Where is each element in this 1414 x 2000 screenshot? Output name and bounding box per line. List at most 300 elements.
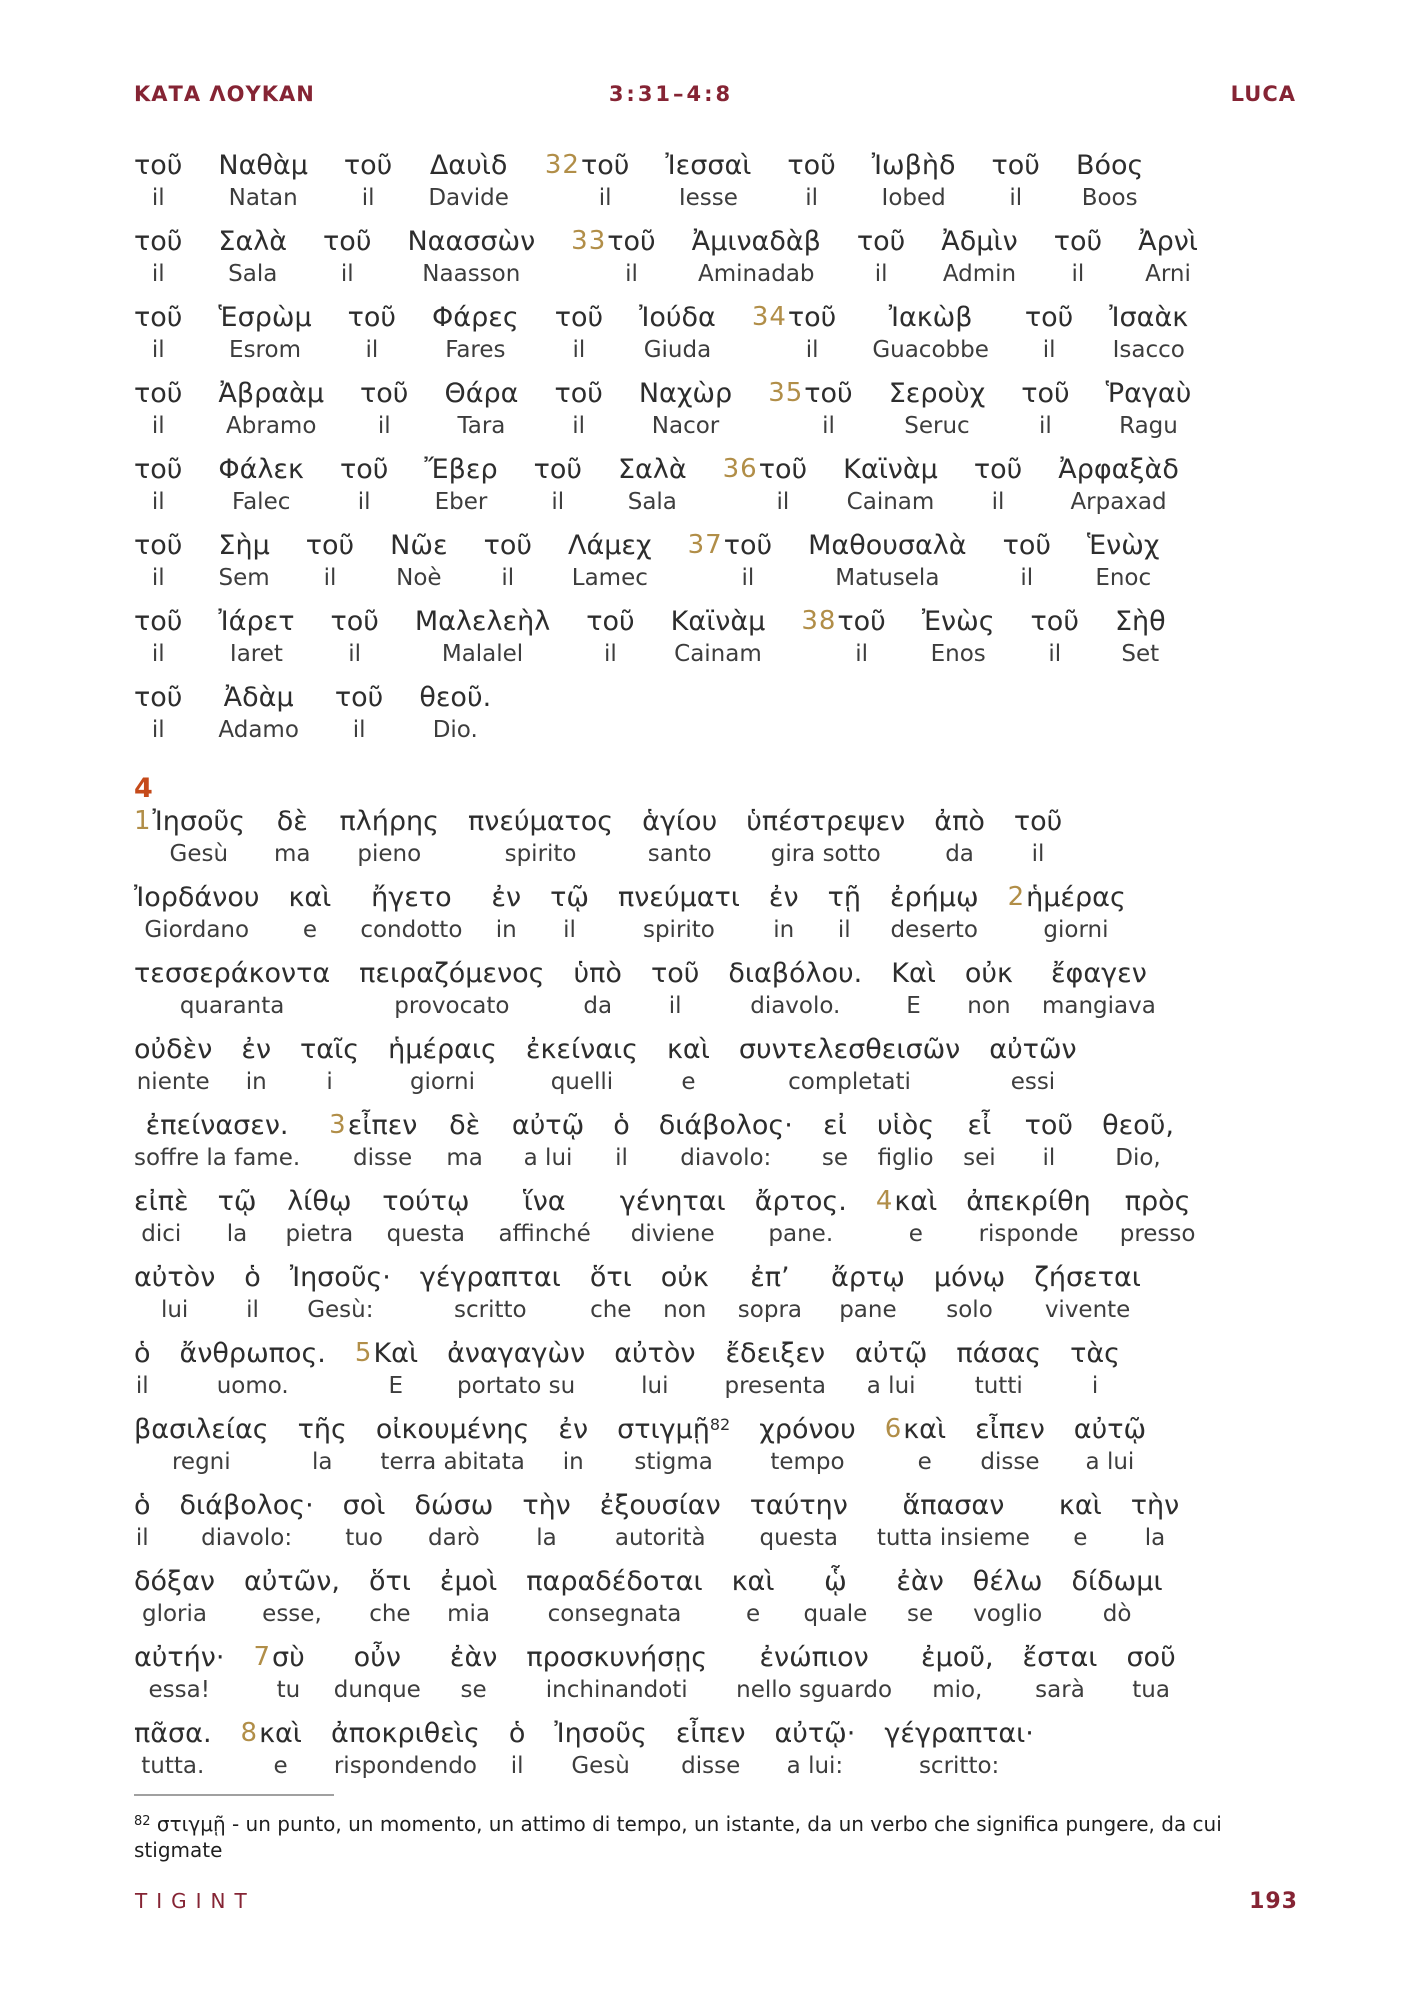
word-pair [614, 1338, 695, 1399]
greek-word: γένηται [619, 1186, 726, 1217]
word-pair [769, 882, 799, 943]
italian-gloss: quelli [550, 1069, 614, 1095]
word-pair [891, 958, 936, 1019]
word-pair [134, 454, 182, 515]
greek-word: τοῦ [1002, 530, 1051, 561]
word-pair [1008, 882, 1126, 943]
greek-word: Ἰωβὴδ [871, 150, 956, 181]
greek-word: Ἑνὼχ [1086, 530, 1160, 561]
greek-word: Σεροὺχ [888, 378, 986, 409]
italian-gloss: tempo [770, 1449, 845, 1475]
word-pair [828, 882, 861, 943]
word-pair [419, 682, 491, 743]
greek-word: τοῦ [758, 454, 808, 485]
italian-gloss: Giordano [144, 917, 250, 943]
interlinear-line [134, 302, 1300, 364]
greek-word: τοῦ [554, 378, 603, 409]
greek-word: τοῦ [134, 302, 183, 333]
italian-gloss: Guacobbe [872, 337, 989, 363]
word-pair [512, 1110, 584, 1171]
greek-word: ὁ [613, 1110, 630, 1141]
passage-range: 3:31–4:8 [608, 82, 734, 106]
italian-gloss: E [906, 993, 921, 1019]
word-pair [134, 1490, 151, 1551]
word-pair [134, 1110, 300, 1171]
greek-word: τοῦ [1021, 378, 1070, 409]
greek-word: τοῦ [330, 606, 379, 637]
greek-word: δόξαν [134, 1566, 215, 1597]
greek-word: αὐτήν· [134, 1642, 225, 1673]
greek-word: ὁ [134, 1490, 151, 1521]
word-pair [348, 302, 396, 363]
italian-gloss: il [246, 1297, 259, 1323]
word-pair [896, 1566, 943, 1627]
word-pair [134, 302, 182, 363]
word-pair [639, 302, 716, 363]
italian-gloss: Iaret [229, 641, 283, 667]
greek-word: τοῦ [134, 226, 183, 257]
word-pair [244, 1566, 340, 1627]
word-pair [323, 226, 371, 287]
italian-gloss: Nacor [651, 413, 720, 439]
italian-gloss: il [352, 717, 366, 743]
greek-word: δώσω [414, 1490, 494, 1521]
italian-gloss: deserto [890, 917, 978, 943]
word-pair [574, 958, 622, 1019]
italian-gloss: il [991, 489, 1005, 515]
word-pair [759, 1414, 855, 1475]
greek-word: Ἀδμὶν [941, 226, 1018, 257]
word-pair [134, 1414, 269, 1475]
greek-word: ἐνώπιον [759, 1642, 869, 1673]
word-pair [360, 882, 462, 943]
italian-gloss: il [377, 413, 391, 439]
word-pair [956, 1338, 1041, 1399]
greek-word: αὐτὸν [614, 1338, 696, 1369]
italian-gloss: a lui [523, 1145, 573, 1171]
greek-word: ᾧ [824, 1566, 847, 1597]
italian-gloss: e [917, 1449, 932, 1475]
word-pair [739, 1034, 960, 1095]
verse-number: 2 [1007, 882, 1026, 912]
italian-gloss: e [273, 1753, 288, 1779]
interlinear-line [134, 226, 1300, 288]
italian-gloss: santo [647, 841, 712, 867]
word-pair [963, 1110, 996, 1171]
greek-word: βασιλείας [134, 1414, 269, 1445]
italian-gloss: Eber [434, 489, 488, 515]
word-pair [300, 1034, 359, 1095]
word-pair [550, 882, 589, 943]
greek-word: τοῦ [1030, 606, 1079, 637]
italian-gloss: il [151, 565, 165, 591]
greek-word: εἶπεν [347, 1110, 418, 1141]
italian-gloss: a lui [866, 1373, 916, 1399]
word-pair [921, 1642, 994, 1703]
italian-gloss: il [855, 641, 868, 667]
italian-gloss: Cainam [846, 489, 935, 515]
word-pair [746, 806, 905, 867]
greek-word: ἀπεκρίθη [966, 1186, 1091, 1217]
greek-word: αὐτὸν [134, 1262, 216, 1293]
italian-gloss: Admin [942, 261, 1017, 287]
verse-number: 37 [687, 530, 723, 560]
italian-gloss: Gesù [571, 1753, 630, 1779]
word-pair [688, 530, 773, 591]
word-pair [554, 1718, 646, 1779]
word-pair [965, 958, 1013, 1019]
italian-gloss: Sala [627, 489, 677, 515]
greek-word: Φάλεκ [218, 454, 304, 485]
word-pair [218, 1186, 257, 1247]
verse-number: 1 [134, 806, 152, 836]
italian-gloss: e [745, 1601, 761, 1627]
italian-gloss: consegnata [547, 1601, 682, 1627]
italian-gloss: regni [171, 1449, 231, 1475]
word-pair [468, 806, 613, 867]
greek-word: Μαθουσαλὰ [808, 530, 967, 561]
word-pair [877, 1110, 934, 1171]
greek-word: ἐρήμῳ [889, 882, 979, 913]
word-pair [692, 226, 821, 287]
italian-gloss: provocato [394, 993, 510, 1019]
word-pair [180, 1338, 326, 1399]
word-pair [134, 226, 182, 287]
greek-word: Ἰορδάνου [134, 882, 260, 913]
word-pair [723, 454, 808, 515]
footnote [134, 1809, 1300, 1863]
italian-gloss: il [135, 1373, 149, 1399]
greek-word: τοῦ [347, 302, 397, 333]
greek-word: Ἰησοῦς· [289, 1262, 391, 1293]
footnote-separator [134, 1794, 334, 1796]
interlinear-line [134, 530, 1300, 592]
italian-gloss: il [151, 413, 165, 439]
greek-word: ζήσεται [1034, 1262, 1141, 1293]
word-pair [885, 1414, 946, 1475]
book-title-latin: LUCA [1230, 82, 1296, 106]
italian-gloss: diavolo: [680, 1145, 772, 1171]
greek-word: ἡμέραις [388, 1034, 497, 1065]
word-pair [218, 302, 311, 363]
greek-word: Ῥαγαὺ [1105, 378, 1192, 409]
greek-word: ἐν [768, 882, 799, 913]
word-pair [218, 682, 299, 743]
italian-gloss: Abramo [226, 413, 317, 439]
italian-gloss: il [822, 413, 835, 439]
greek-word: τοῦ [360, 378, 409, 409]
footnote-text: στιγμῇ - un punto, un momento, un attimo di tempo, un istante, da un verbo che significa pungere, da cui stigmate [134, 1812, 1222, 1862]
word-pair [855, 1338, 927, 1399]
greek-word: Ἀβραὰμ [218, 378, 325, 409]
italian-gloss: E [388, 1373, 404, 1399]
word-pair [738, 1262, 802, 1323]
greek-word: οἰκουμένης [375, 1414, 530, 1445]
greek-word: Ναθὰμ [218, 150, 308, 181]
interlinear-text [134, 150, 1300, 1863]
italian-gloss: sopra [737, 1297, 803, 1323]
italian-gloss: risponde [978, 1221, 1079, 1247]
italian-gloss: che [369, 1601, 411, 1627]
italian-gloss: Cainam [674, 641, 762, 667]
greek-word: οὖν [353, 1642, 401, 1673]
greek-word: ἀποκριθεὶς [330, 1718, 480, 1749]
word-pair [509, 1718, 526, 1779]
italian-gloss: esse, [262, 1601, 322, 1627]
word-pair [331, 1718, 480, 1779]
word-pair [340, 806, 439, 867]
greek-word: Νῶε [390, 530, 448, 561]
greek-word: Ἰησοῦς [554, 1718, 647, 1749]
greek-word: ἐκείναις [525, 1034, 638, 1065]
word-pair [843, 454, 938, 515]
greek-word: δίδωμι [1071, 1566, 1163, 1597]
greek-word: ἄρτος. [754, 1186, 847, 1217]
italian-gloss: e [1073, 1525, 1088, 1551]
italian-gloss: il [151, 641, 165, 667]
greek-word: πνεύματι [617, 882, 740, 913]
greek-word: ὅτι [368, 1566, 411, 1597]
italian-gloss: scritto [454, 1297, 527, 1323]
greek-word: εἶπεν [975, 1414, 1045, 1445]
word-pair [775, 1718, 856, 1779]
word-pair [1076, 150, 1143, 211]
greek-word: διάβολος· [179, 1490, 314, 1521]
word-pair [522, 1490, 570, 1551]
word-pair [1003, 530, 1051, 591]
italian-gloss: il [1031, 841, 1045, 867]
italian-gloss: Ragu [1119, 413, 1178, 439]
italian-gloss: Lamec [571, 565, 648, 591]
italian-gloss: Iobed [881, 185, 946, 211]
greek-word: Ἀρνὶ [1138, 226, 1198, 257]
word-pair [446, 1110, 483, 1171]
greek-word: ἔσται [1022, 1642, 1098, 1673]
italian-gloss: questa [386, 1221, 466, 1247]
greek-word: υἱὸς [877, 1110, 935, 1141]
greek-word: τοῦ [607, 226, 656, 257]
word-pair [752, 302, 837, 363]
greek-word: ἡμέρας [1026, 882, 1126, 913]
interlinear-line [134, 454, 1300, 516]
word-pair [736, 1642, 892, 1703]
greek-word: ἐμοῦ, [921, 1642, 994, 1673]
word-pair [750, 1490, 848, 1551]
word-pair [534, 454, 582, 515]
greek-word: ταῖς [300, 1034, 360, 1065]
word-pair [444, 378, 518, 439]
word-pair [1025, 1110, 1073, 1171]
greek-word: πᾶσα. [134, 1718, 212, 1749]
italian-gloss: se [906, 1601, 934, 1627]
italian-gloss: e [681, 1069, 696, 1095]
greek-word: παραδέδοται [526, 1566, 703, 1597]
italian-gloss: la [312, 1449, 333, 1475]
italian-gloss: il [151, 337, 165, 363]
greek-word: ἐὰν [896, 1566, 944, 1597]
greek-word: τοῦ [586, 606, 635, 637]
greek-word: ἐν [558, 1414, 589, 1445]
greek-word: τοῦ [580, 150, 630, 181]
italian-gloss: inchinandoti [545, 1677, 688, 1703]
greek-word: πρὸς [1124, 1186, 1191, 1217]
word-pair [822, 1110, 848, 1171]
word-pair [724, 1338, 826, 1399]
word-pair [244, 1262, 261, 1323]
greek-word: τοῦ [134, 682, 183, 713]
italian-gloss: il [805, 185, 818, 211]
italian-gloss: il [151, 185, 165, 211]
interlinear-line [134, 150, 1300, 212]
word-pair [134, 882, 259, 943]
word-pair [428, 150, 509, 211]
italian-gloss: uomo. [216, 1373, 289, 1399]
word-pair [415, 606, 550, 667]
word-pair [651, 958, 699, 1019]
verse-number: 34 [751, 302, 787, 332]
greek-word: ἐὰν [449, 1642, 498, 1673]
greek-word: τοῦ [334, 682, 384, 713]
greek-word: τοῦ [1024, 1110, 1074, 1141]
verse-number: 3 [329, 1110, 347, 1140]
word-pair [1074, 1414, 1146, 1475]
italian-gloss: tutta insieme [876, 1525, 1030, 1551]
italian-gloss: Isacco [1112, 337, 1185, 363]
word-pair [218, 530, 269, 591]
greek-word: Ἐνὼς [921, 606, 995, 637]
italian-gloss: Falec [231, 489, 291, 515]
greek-word: καὶ [259, 1718, 302, 1749]
word-pair [450, 1642, 497, 1703]
italian-gloss: il [572, 413, 586, 439]
italian-gloss: in [495, 917, 517, 943]
greek-word: δὲ [276, 806, 308, 837]
word-pair [554, 378, 602, 439]
word-pair [665, 150, 751, 211]
word-pair [872, 302, 989, 363]
italian-gloss: da [583, 993, 613, 1019]
greek-word: τοῦ [1013, 806, 1063, 837]
footnote-ref: 82 [709, 1415, 731, 1434]
word-pair [1054, 226, 1102, 287]
italian-gloss: se [460, 1677, 487, 1703]
italian-gloss: il [1042, 337, 1056, 363]
italian-gloss: pane [839, 1297, 897, 1323]
verse-number: 5 [354, 1338, 373, 1368]
greek-word: τοῦ [787, 150, 836, 181]
greek-word: τῇ [827, 882, 861, 913]
italian-gloss: affinché [498, 1221, 591, 1247]
word-pair [526, 1566, 702, 1627]
italian-gloss: diviene [630, 1221, 715, 1247]
italian-gloss: il [598, 185, 612, 211]
italian-gloss: mangiava [1041, 993, 1156, 1019]
italian-gloss: il [510, 1753, 524, 1779]
italian-gloss: tu [276, 1677, 301, 1703]
greek-word: Ἰούδα [639, 302, 716, 333]
word-pair [407, 226, 535, 287]
italian-gloss: il [563, 917, 576, 943]
greek-word: ἀναγαγὼν [447, 1338, 586, 1369]
interlinear-line [134, 806, 1300, 868]
greek-word: καὶ [288, 882, 332, 913]
greek-word: Ἀμιναδὰβ [691, 226, 821, 257]
italian-gloss: ma [274, 841, 311, 867]
word-pair [973, 1566, 1043, 1627]
greek-word: ἐξουσίαν [599, 1490, 721, 1521]
word-pair [922, 606, 995, 667]
greek-word: Καϊνὰμ [670, 606, 766, 637]
greek-word: ἀπὸ [934, 806, 985, 837]
italian-gloss: Naasson [422, 261, 521, 287]
italian-gloss: Matusela [835, 565, 940, 591]
italian-gloss: Sala [228, 261, 278, 287]
italian-gloss: il [776, 489, 790, 515]
word-pair [671, 606, 766, 667]
greek-word: ταύτην [749, 1490, 848, 1521]
word-pair [484, 530, 532, 591]
italian-gloss: diavolo: [201, 1525, 293, 1551]
word-pair [526, 1642, 707, 1703]
word-pair [620, 1186, 726, 1247]
italian-gloss: che [590, 1297, 632, 1323]
word-pair [134, 530, 182, 591]
greek-word: Δαυὶδ [429, 150, 508, 181]
italian-gloss: il [874, 261, 888, 287]
italian-gloss: il [615, 1145, 628, 1171]
word-pair [1072, 1566, 1163, 1627]
italian-gloss: il [348, 641, 362, 667]
word-pair [1087, 530, 1159, 591]
word-pair [134, 682, 182, 743]
italian-gloss: presso [1119, 1221, 1196, 1247]
word-pair [568, 530, 652, 591]
interlinear-line [134, 1034, 1300, 1096]
word-pair [390, 530, 447, 591]
word-pair [218, 454, 304, 515]
italian-gloss: rispondendo [333, 1753, 477, 1779]
italian-gloss: solo [946, 1297, 993, 1323]
italian-gloss: Dio, [1115, 1145, 1161, 1171]
word-pair [617, 1414, 730, 1475]
italian-gloss: il [151, 261, 165, 287]
greek-word: εἰπὲ [134, 1186, 189, 1217]
italian-gloss: lui [160, 1297, 189, 1323]
word-pair [329, 1110, 417, 1171]
greek-word: ἐν [241, 1034, 272, 1065]
word-pair [134, 958, 330, 1019]
word-pair [134, 806, 245, 867]
word-pair [290, 1262, 391, 1323]
word-pair [545, 150, 630, 211]
greek-word: γέγραπται [419, 1262, 561, 1293]
word-pair [134, 1566, 215, 1627]
verse-number: 32 [544, 150, 580, 180]
greek-word: εἶ [967, 1110, 992, 1141]
greek-word: Μαλελεὴλ [414, 606, 551, 637]
greek-word: τῷ [217, 1186, 257, 1217]
italian-gloss: il [572, 337, 586, 363]
greek-word: τοῦ [1024, 302, 1074, 333]
word-pair [334, 1642, 421, 1703]
greek-word: αὐτῷ· [774, 1718, 856, 1749]
greek-word: ἄνθρωπος. [179, 1338, 326, 1369]
greek-word: σὺ [272, 1642, 305, 1673]
italian-gloss: Dio. [432, 717, 478, 743]
italian-gloss: diavolo. [750, 993, 841, 1019]
italian-gloss: Boos [1081, 185, 1138, 211]
word-pair [285, 1186, 353, 1247]
